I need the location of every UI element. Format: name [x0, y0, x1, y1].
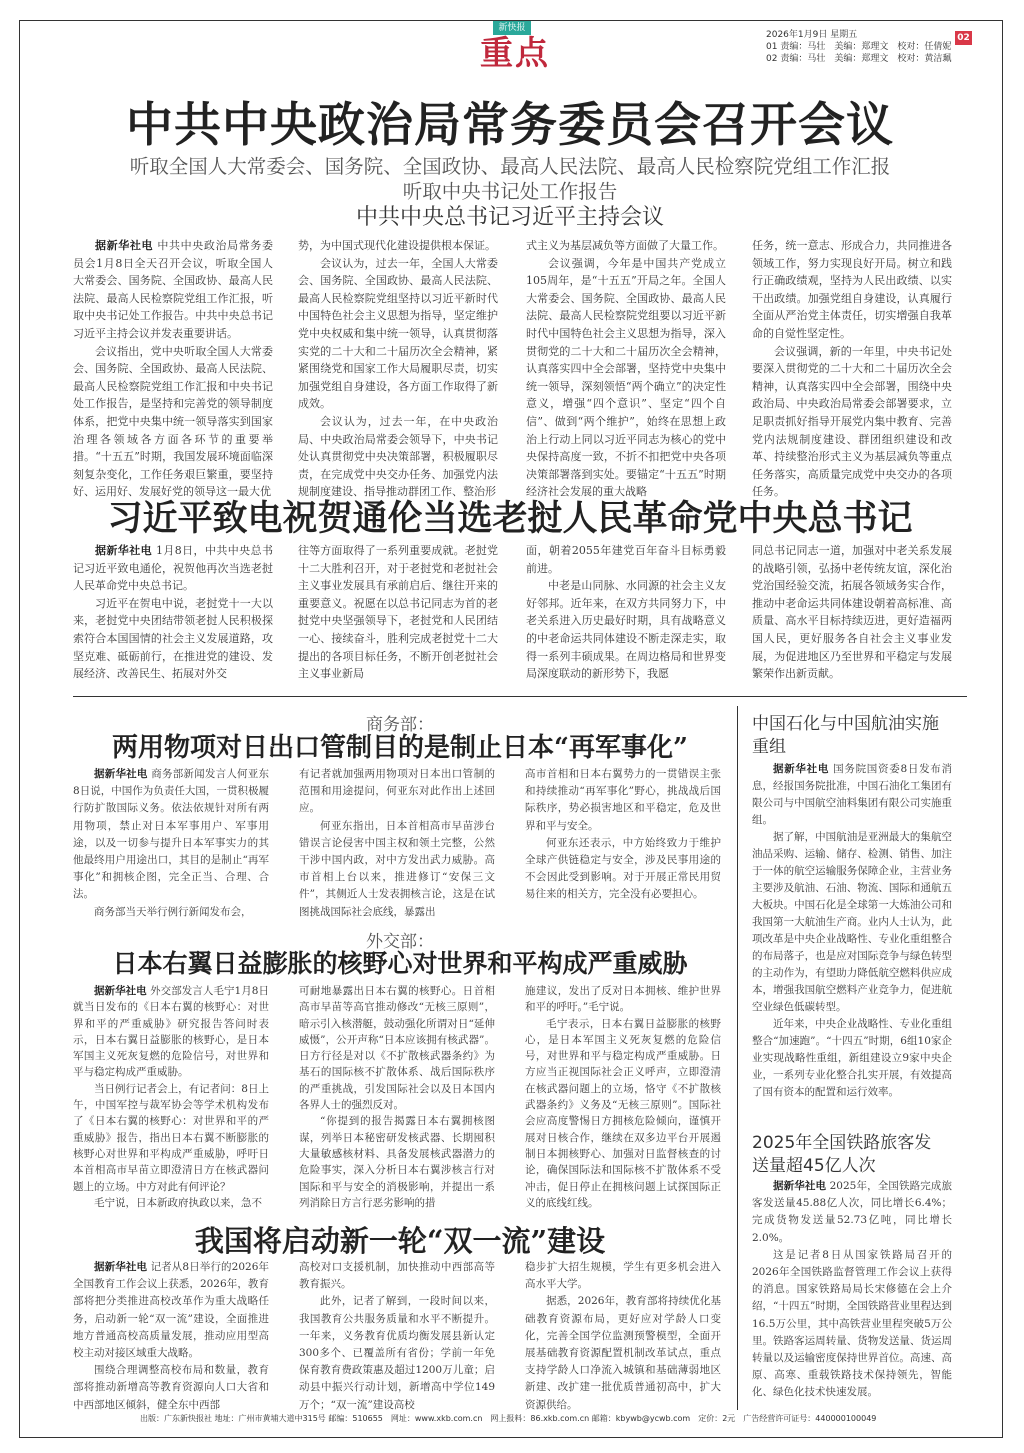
paragraph-text: 商务部新闻发言人何亚东8日说，中国作为负责任大国，一贯积极履行防扩散国际义务。依法依规针对所有两用物项，禁止对日本军事用户、军事用途，以及一切参与提升日本军事实力的其他最终用户用途出口，其目的是制止“再军事化”和拥核企图，完全正当、合理、合法。 [73, 768, 270, 901]
footer-rule [19, 1437, 1003, 1438]
paragraph: “你提到的报告揭露日本右翼拥核图谋，列举日本秘密研发核武器、长期囤积大量敏感核材料、具备发展核武器潜力的危险事实，深入分析日本右翼涉核言行对国际和平与安全的消极影响，并提出一系列消除日方言行恶劣影响的措 [299, 1115, 495, 1209]
paragraph: 同总书记同志一道，加强对中老关系发展的战略引领，弘扬中老传统友谊，深化治党治国经验交流，拓展各领域务实合作，推动中老命运共同体建设朝着高标准、高质量、高水平目标持续迈进，更好造福两国人民，更好服务各自社会主义事业发展，为促进地区乃至世界和平稳定与发展繁荣作出新贡献。 [752, 544, 952, 681]
paragraph-text: 国务院国资委8日发布消息，经报国务院批准，中国石油化工集团有限公司与中国航空油料集团有限公司实施重组。 [752, 763, 953, 826]
paragraph: 中老是山同脉、水同源的社会主义友好邻邦。近年来，在双方共同努力下，中老关系进入历史最好时期，具有战略意义的中老命运共同体建设不断走深走实，取得一系列丰硕成果。在周边格局和世界变局深度联动的新形势下，我愿 [526, 579, 726, 681]
paragraph: 可耐地暴露出日本右翼的核野心。日首相高市早苗等高官推动修改“无核三原则”，暗示引入核潜艇，鼓动强化所谓对日“延伸威慑”，公开声称“日本应该拥有核武器”。日方行径是对以《不扩散核武器条约》为基石的国际核不扩散体系、战后国际秩序的严重挑战，引发国际社会以及日本国内各界人士的强烈反对。 [299, 985, 495, 1112]
lead-subhead: 听取中央书记处工作报告 [402, 180, 618, 203]
paragraph: 会议强调，今年是中国共产党成立105周年，是“十五五”开局之年。全国人大常委会、国务院、全国政协、最高人民法院、最高人民检察院党组要以习近平新时代中国特色社会主义思想为指导，深入贯彻党的二十大和二十届历次全会精神，认真落实四中全会部署，坚持党中央集中统一领导，深刻领悟“两个确立”的决定性意义，增强“四个意识”、坚定“四个自信”、做到“两个维护”，始终在思想上政治上行动上同以习近平同志为核心的党中央保持高度一致，不折不扣把党中央各项决策部署落到实处。要锚定“十五五”时期经济社会发展的重大战略 [526, 256, 726, 499]
article-column [526, 542, 726, 683]
article-column [752, 761, 952, 1101]
education-headline: 我国将启动新一轮“双一流”建设 [194, 1224, 606, 1258]
paragraph: 高校对口支援机制，加快推动中西部高等教育振兴。 [299, 1261, 495, 1291]
issue-date: 2026年1月9日 星期五 [766, 30, 858, 40]
paragraph: 据悉，2026年，教育部将持续优化基础教育资源布局，更好应对学龄人口变化，完善全国学位监测预警模型，全面开展基础教育资源配置机制改革试点，重点支持学龄人口净流入城镇和基础薄弱地区新建、改扩建一批优质普通初高中，扩大资源供给。 [525, 1295, 721, 1411]
paragraph-text: 中共中央政治局常务委员会1月8日全天召开会议，听取全国人大常委会、国务院、全国政协、最高人民法院、最高人民检察院党组工作汇报，听取中央书记处工作报告。中共中央总书记习近平主持会议并发表重要讲话。 [73, 239, 274, 340]
paragraph: 有记者就加强两用物项对日本出口管制的范围和用途提问，何亚东对此作出上述回应。 [299, 768, 495, 815]
article-column [752, 1178, 952, 1402]
paragraph: 何亚东指出，日本首相高市早苗涉台错误言论侵害中国主权和领土完整，公然干涉中国内政，对中方发出武力威胁。高市首相上台以来，推进修订“安保三文件”，其侧近人士发表拥核言论，这是在试图挑战国际社会底线，暴露出 [299, 819, 495, 918]
article-column [299, 766, 495, 921]
article-column [525, 766, 721, 904]
dateline: 据新华社电 [773, 763, 830, 775]
dateline: 据新华社电 [94, 1261, 148, 1273]
paragraph: 往等方面取得了一系列重要成就。老挝党十二大胜利召开，对于老挝党和老挝社会主义事业发展具有承前启后、继往开来的重要意义。祝愿在以总书记同志为首的老挝党中央坚强领导下，老挝党和人民团结一心、接续奋斗，胜利完成老挝党十二大提出的各项目标任务，不断开创老挝社会主义事业新局 [298, 544, 498, 681]
paper-logo: 新快报 [493, 21, 531, 35]
article-column [752, 237, 952, 501]
paragraph: 高市首相和日本右翼势力的一贯错误主张和持续推动“再军事化”野心，挑战战后国际秩序，势必损害地区和平稳定，危及世界和平与安全。 [525, 768, 721, 832]
article-column [73, 766, 269, 921]
laos-headline: 习近平致电祝贺通伦当选老挝人民革命党中央总书记 [107, 498, 913, 539]
dateline: 据新华社电 [95, 239, 154, 252]
article-column [299, 1259, 495, 1414]
paragraph: 会议认为，过去一年，在中央政治局、中央政治局常委会领导下，中央书记处认真贯彻党中央决策部署，积极履职尽责，在完成党中央交办任务、加强党内法规制度建设、指导推动群团工作、整治形 [298, 414, 498, 499]
lead-subhead: 听取全国人大常委会、国务院、全国政协、最高人民法院、最高人民检察院党组工作汇报 [129, 155, 891, 178]
dateline: 据新华社电 [94, 985, 147, 997]
paragraph: 商务部当天举行例行新闻发布会， [94, 905, 252, 918]
foreign-headline: 日本右翼日益膨胀的核野心对世界和平构成严重威胁 [112, 949, 688, 978]
article-column [298, 237, 498, 501]
sinopec-headline: 中国石化与中国航油实施重组 [752, 714, 939, 757]
article-column [73, 542, 273, 683]
article-column [73, 237, 273, 501]
lead-subhead: 中共中央总书记习近平主持会议 [355, 205, 664, 230]
article-column [525, 983, 721, 1211]
article-column [752, 542, 952, 683]
dateline: 据新华社电 [95, 544, 153, 557]
credit-line: 01 责编：马壮 美编：郑理文 校对：任倩妮 [766, 42, 952, 52]
footer-imprint: 出版：广东新快报社 地址：广州市黄埔大道中315号 邮编：510655 网址：www.xkb.com.cn 网上报料：86.xkb.com.cn 邮箱：kbywb@ycwb.com 定价：2元 广告经营许可证号：440000100049 [140, 1414, 877, 1423]
paragraph-text: 记者从8日举行的2026年全国教育工作会议上获悉，2026年，教育部将把分类推进高校改革作为重大战略任务，启动新一轮“双一流”建设，全面推进地方普通高校高质量发展，推动应用型高校主动对接区域重大战略。 [73, 1261, 270, 1360]
section-title: 重点 [480, 33, 550, 72]
paragraph: 施建议，发出了反对日本拥核、维护世界和平的呼吁。”毛宁说。 [525, 985, 721, 1014]
article-column [299, 983, 495, 1211]
sidebar-divider [737, 706, 738, 1410]
paragraph: 面，朝着2055年建党百年奋斗目标勇毅前进。 [526, 544, 726, 575]
paragraph: 这是记者8日从国家铁路局召开的2026年全国铁路监督管理工作会议上获得的消息。国家铁路局局长宋修德在会上介绍，“十四五”时期，全国铁路营业里程达到16.5万公里，其中高铁营业里程突破5万公里。铁路客运周转量、货物发送量、货运周转量以及运输密度保持世界首位。高速、高原、高寒、重载铁路技术保持领先，智能化、绿色化技术快速发展。 [752, 1248, 952, 1399]
paragraph: 稳步扩大招生规模，学生有更多机会进入高水平大学。 [525, 1261, 721, 1291]
paragraph: 毛宁说，日本新政府执政以来，急不 [94, 1196, 262, 1209]
article-column [73, 983, 269, 1211]
paragraph: 会议强调，新的一年里，中央书记处要深入贯彻党的二十大和二十届历次全会精神，认真落实四中全会部署，围绕中央政治局、中央政治局常委会部署要求，立足职责抓好指导开展党内集中教育、完善党内法规制度建设、群团组织建设和改革、持续整治形式主义为基层减负等重点任务落实，高质量完成党中央交办的各项任务。 [752, 344, 952, 499]
credit-line: 02 责编：马壮 美编：郑理文 校对：黄洁珮 [766, 54, 952, 64]
section-divider [73, 696, 967, 697]
paragraph: 式主义为基层减负等方面做了大量工作。 [526, 239, 724, 252]
commerce-headline: 两用物项对日出口管制目的是制止日本“再军事化” [112, 733, 688, 763]
paragraph-text: 外交部发言人毛宁1月8日就当日发布的《日本右翼的核野心：对世界和平的严重威胁》研究报告答问时表示，日本右翼日益膨胀的核野心，是日本军国主义死灰复燃的危险信号，对世界和平与稳定构成严重威胁。 [73, 985, 269, 1079]
paragraph: 据了解，中国航油是亚洲最大的集航空油品采购、运输、储存、检测、销售、加注于一体的航空运输服务保障企业，主营业务主要涉及航油、石油、物流、国际和通航五大板块。中国石化是全球第一大炼油公司和我国第一大航油生产商。业内人士认为，此项改革是中央企业战略性、专业化重组整合的布局落子，也是应对国际竞争与绿色转型的主动作为，有望助力降低航空燃料供应成本，增强我国航空燃料产业竞争力，促进航空业绿色低碳转型。 [752, 831, 952, 1013]
paragraph: 围绕合理调整高校布局和数量，教育部将推动新增高等教育资源向人口大省和中西部地区倾斜，健全东中西部 [73, 1364, 269, 1411]
paragraph: 势，为中国式现代化建设提供根本保证。 [298, 239, 496, 252]
foreign-kicker: 外交部： [366, 932, 434, 952]
paragraph-text: 2025年，全国铁路完成旅客发送量45.88亿人次，同比增长6.4%；完成货物发送量52.73亿吨，同比增长2.0%。 [752, 1180, 952, 1244]
article-column [526, 237, 726, 501]
paragraph: 习近平在贺电中说，老挝党十一大以来，老挝党中央团结带领老挝人民积极探索符合本国国情的社会主义发展道路，攻坚克难、砥砺前行，在推进党的建设、发展经济、改善民生、拓展对外交 [73, 596, 273, 681]
dateline: 据新华社电 [773, 1180, 827, 1192]
paragraph: 何亚东还表示，中方始终致力于维护全球产供链稳定与安全，涉及民事用途的不会因此受到影响。对于开展正常民用贸易往来的相关方，完全没有必要担心。 [525, 836, 721, 901]
article-column [298, 542, 498, 683]
page-number-badge: 02 [955, 31, 972, 45]
page-meta [766, 29, 951, 65]
article-column [73, 1259, 269, 1414]
paragraph: 毛宁表示，日本右翼日益膨胀的核野心，是日本军国主义死灰复燃的危险信号，对世界和平与稳定构成严重威胁。日方应当正视国际社会正义呼声，立即澄清在核武器问题上的立场，恪守《不扩散核武器条约》义务及“无核三原则”。国际社会应高度警惕日方拥核危险倾向，谨慎开展对日核合作，继续在双多边平台开展遏制日本拥核野心、加强对日监督核查的讨论，确保国际法和国际核不扩散体系不受冲击，促日停止在拥核问题上试探国际正义的底线红线。 [525, 1017, 721, 1209]
paragraph: 当日例行记者会上，有记者问：8日上午，中国军控与裁军协会等学术机构发布了《日本右翼的核野心：对世界和平的严重威胁》报告，指出日本右翼不断膨胀的核野心对世界和平构成严重威胁，呼吁日本首相高市早苗立即澄清日方在核武器问题上的立场。中方对此有何评论？ [73, 1082, 269, 1193]
paragraph: 任务，统一意志、形成合力，共同推进各领域工作，努力实现良好开局。树立和践行正确政绩观，坚持为人民出政绩、以实干出政绩。加强党组自身建设，认真履行全面从严治党主体责任，切实增强自我革命的自觉性坚定性。 [752, 239, 952, 340]
dateline: 据新华社电 [94, 768, 148, 780]
rail-headline: 2025年全国铁路旅客发送量超45亿人次 [752, 1133, 932, 1176]
article-column [525, 1259, 721, 1414]
paragraph: 会议指出，党中央听取全国人大常委会、国务院、全国政协、最高人民法院、最高人民检察院党组工作汇报和中央书记处工作报告，是坚持和完善党的领导制度体系，把党中央集中统一领导落实到国家治理各领域各方面各环节的重要举措。“十五五”时期，我国发展环境面临深刻复杂变化，工作任务艰巨繁重，要坚持好、运用好、发展好党的领导这一最大优 [73, 344, 273, 499]
paragraph: 此外，记者了解到，一段时间以来，我国教育公共服务质量和水平不断提升。一年来，义务教育优质均衡发展县新认定300多个、已覆盖所有省份；学前一年免保育教育费政策惠及超过1200万儿童；启动县中振兴行动计划，新增高中学位149万个；“双一流”建设高校 [299, 1295, 495, 1411]
paragraph-text: 1月8日，中共中央总书记习近平致电通伦，祝贺他再次当选老挝人民革命党中央总书记。 [73, 544, 273, 593]
lead-headline: 中共中央政治局常务委员会召开会议 [126, 98, 894, 153]
commerce-kicker: 商务部： [366, 715, 434, 735]
paragraph: 近年来，中央企业战略性、专业化重组整合“加速跑”。“十四五”时期，6组10家企业实现战略性重组，新组建设立9家中央企业，一系列专业化整合扎实开展，有效提高了国有资本的配置和运行效率。 [752, 1018, 952, 1098]
paragraph: 会议认为，过去一年，全国人大常委会、国务院、全国政协、最高人民法院、最高人民检察院党组坚持以习近平新时代中国特色社会主义思想为指导，坚定维护党中央权威和集中统一领导，认真贯彻落实党的二十大和二十届历次全会精神，紧紧围绕党和国家工作大局履职尽责，切实加强党组自身建设，各方面工作取得了新成效。 [298, 256, 498, 411]
